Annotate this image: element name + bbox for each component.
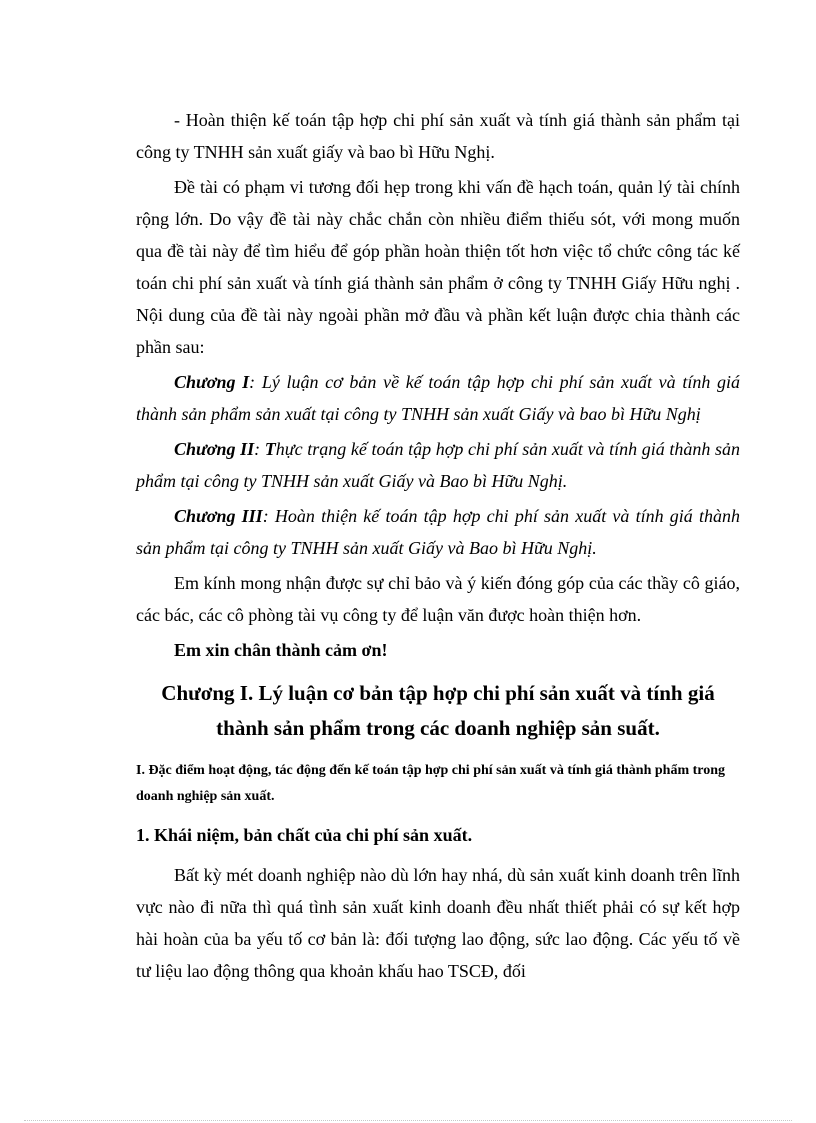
thanks-line: Em xin chân thành cảm ơn! <box>174 640 388 660</box>
body-paragraph: Bất kỳ mét doanh nghiệp nào dù lớn hay nhá, dù sản xuất kinh doanh trên lĩnh vực nào đi nữa thì quá tình sản xuất kinh doanh đều nhất thiết phải có sự kết hợp hài hoàn của ba yếu tố cơ bản là: đối tượng lao động, sức lao động. Các yếu tố về tư liệu lao động thông qua khoản khấu hao TSCĐ, đối <box>136 865 740 981</box>
chapter-3-label: Chương III <box>174 506 263 526</box>
scope-paragraph: Đề tài có phạm vi tương đối hẹp trong khi vấn đề hạch toán, quản lý tài chính rộng lớn. Do vậy đề tài này chắc chắn còn nhiều điểm thiếu sót, với mong muốn qua đề tài này để tìm hiểu để góp phần hoàn thiện tốt hơn việc tổ chức công tác kế toán chi phí sản xuất và tính giá thành sản phẩm ở công ty TNHH Giấy Hữu nghị . Nội dung của đề tài này ngoài phần mở đầu và phần kết luận được chia thành các phần sau: <box>136 177 740 357</box>
chapter-3-text: Hoàn thiện kế toán tập hợp chi phí sản xuất và tính giá thành sản phẩm tại công ty TNHH sản xuất Giấy và Bao bì Hữu Nghị. <box>136 506 740 558</box>
chapter-3-summary <box>136 500 740 564</box>
page-content <box>136 104 740 987</box>
chapter-2-summary <box>136 433 740 497</box>
chapter-1-label: Chương I <box>174 372 250 392</box>
chapter-2-initial: T <box>264 439 276 459</box>
chapter-1-text: Lý luận cơ bản về kế toán tập hợp chi phí sản xuất và tính giá thành sản phẩm sản xuất tại công ty TNHH sản xuất Giấy và bao bì Hữu Nghị <box>136 372 741 424</box>
chapter-1-summary <box>136 366 740 430</box>
chapter-1-sep: : <box>249 372 262 392</box>
sub-heading: 1. Khái niệm, bản chất của chi phí sản xuất. <box>136 825 473 845</box>
chapter-heading: Chương I. Lý luận cơ bản tập hợp chi phí sản xuất và tính giá thành sản phẩm trong các doanh nghiệp sản suất. <box>161 681 715 740</box>
request-paragraph: Em kính mong nhận được sự chỉ bảo và ý kiến đóng góp của các thầy cô giáo, các bác, các cô phòng tài vụ công ty để luận văn được hoàn thiện hơn. <box>136 573 740 625</box>
chapter-3-sep: : <box>262 506 275 526</box>
page-footer-divider <box>24 1120 792 1121</box>
section-heading: I. Đặc điểm hoạt động, tác động đến kế toán tập hợp chi phí sản xuất và tính giá thành phẩm trong doanh nghiệp sản xuất. <box>136 763 726 804</box>
chapter-2-text: hực trạng kế toán tập hợp chi phí sản xuất và tính giá thành sản phẩm tại công ty TNHH sản xuất Giấy và Bao bì Hữu Nghị. <box>136 439 741 491</box>
chapter-2-sep: : <box>254 439 265 459</box>
chapter-2-label: Chương II <box>174 439 255 459</box>
intro-paragraph: - Hoàn thiện kế toán tập hợp chi phí sản xuất và tính giá thành sản phẩm tại công ty TNHH sản xuất giấy và bao bì Hữu Nghị. <box>136 110 740 162</box>
